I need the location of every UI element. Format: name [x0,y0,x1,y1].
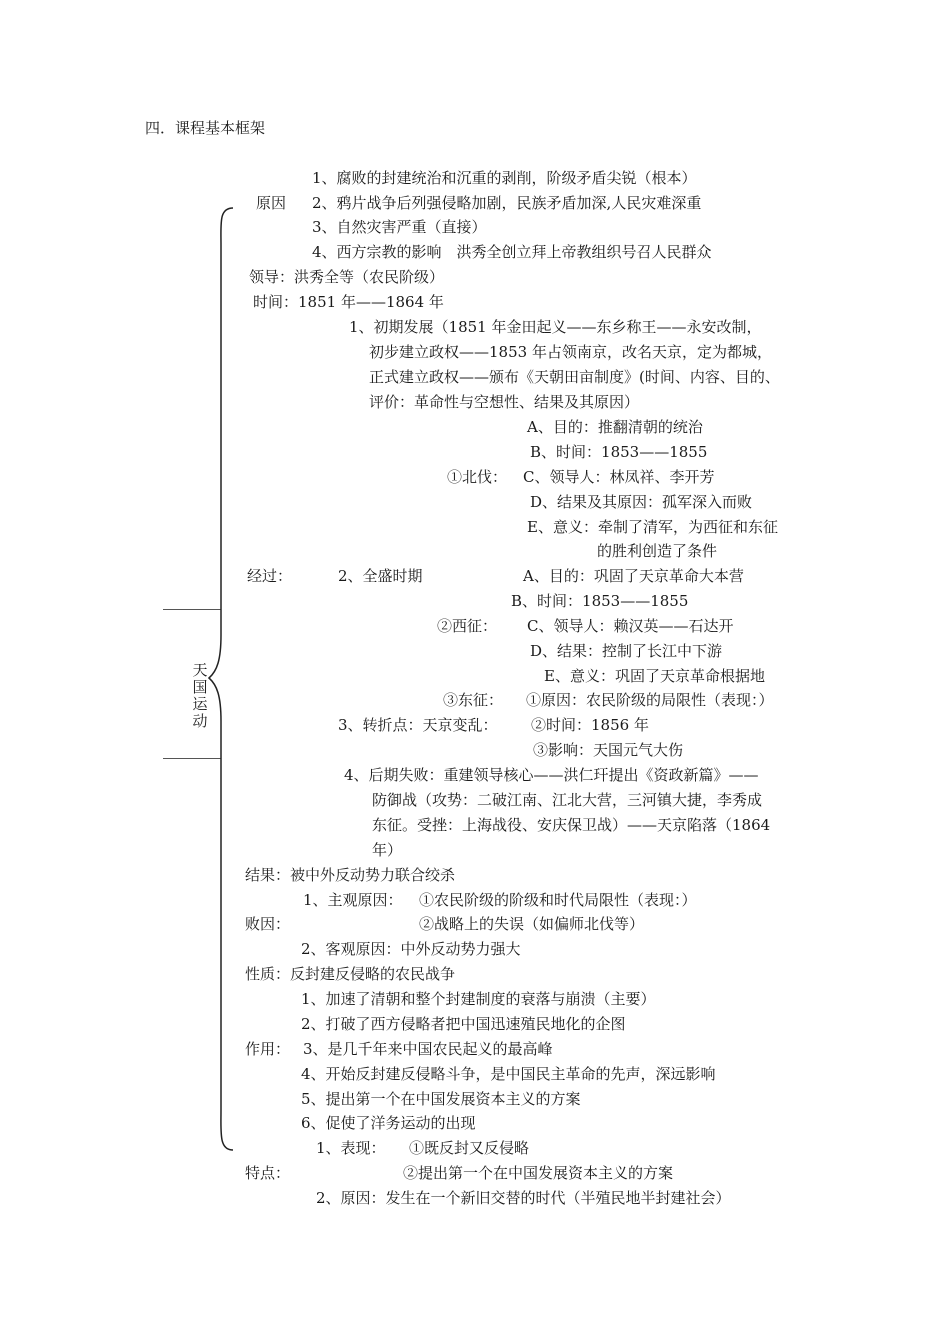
effect-label: 作用： [245,1040,291,1058]
west-b: B、时间：1853——1855 [511,592,689,610]
feature-reason: 2、原因：发生在一个新旧交替的时代（半殖民地半封建社会） [316,1189,731,1207]
west-e: E、意义：巩固了天京革命根据地 [544,667,765,685]
subjective-2: ②战略上的失误（如偏师北伐等） [419,915,645,933]
north-e: E、意义：牵制了清军，为西征和东征 [527,518,778,536]
early-2: 初步建立政权——1853 年占领南京，改名天京，定为都城， [369,343,772,361]
early-1: 1、初期发展（1851 年金田起义——东乡称王——永安改制， [349,318,762,336]
cause-1: 1、腐败的封建统治和沉重的剥削，阶级矛盾尖锐（根本） [312,169,697,187]
turning-time: ②时间：1856 年 [531,716,649,734]
objective-cause: 2、客观原因：中外反动势力强大 [301,940,521,958]
west-c: C、领导人：赖汉英——石达开 [527,617,734,635]
effect-4: 4、开始反封建反侵略斗争，是中国民主革命的先声，深远影响 [301,1065,716,1083]
failure-label: 败因： [245,915,291,933]
north-e-cont: 的胜利创造了条件 [597,542,718,560]
north-b: B、时间：1853——1855 [530,443,708,461]
late-3: 东征。受挫：上海战役、安庆保卫战）——天京陷落（1864 [372,816,771,834]
cause-3: 3、自然灾害严重（直接） [312,218,487,236]
feature-show-1: ①既反封又反侵略 [409,1139,530,1157]
time-line: 时间：1851 年——1864 年 [253,293,444,311]
effect-1: 1、加速了清朝和整个封建制度的衰落与崩溃（主要） [301,990,656,1008]
cause-2: 2、鸦片战争后列强侵略加剧，民族矛盾加深,人民灾难深重 [312,194,702,212]
north-a: A、目的：推翻清朝的统治 [527,418,703,436]
north-d: D、结果及其原因：孤军深入而败 [530,493,753,511]
result-line: 结果：被中外反动势力联合绞杀 [245,866,456,884]
early-4: 评价：革命性与空想性、结果及其原因） [369,393,640,411]
topic-title: 天国运动 [192,661,208,730]
process-label: 经过： [247,567,293,585]
west-label: ②西征： [437,617,498,635]
late-1: 4、后期失败：重建领导核心——洪仁玕提出《资政新篇》—— [344,766,759,784]
peak-period: 2、全盛时期 [338,567,423,585]
feature-show: 1、表现： [316,1139,386,1157]
turning-impact: ③影响：天国元气大伤 [533,741,684,759]
north-label: ①北伐： [447,468,508,486]
late-4: 年） [372,841,403,859]
cause-label: 原因 [256,194,287,212]
effect-3: 3、是几千年来中国农民起义的最高峰 [303,1040,553,1058]
west-a: A、目的：巩固了天京革命大本营 [523,567,744,585]
effect-2: 2、打破了西方侵略者把中国迅速殖民地化的企图 [301,1015,626,1033]
east-cause: ①原因：农民阶级的局限性（表现：） [526,691,774,709]
effect-6: 6、促使了洋务运动的出现 [301,1114,476,1132]
brace-icon [205,205,235,1155]
west-d: D、结果：控制了长江中下游 [530,642,723,660]
nature-line: 性质：反封建反侵略的农民战争 [245,965,456,983]
effect-5: 5、提出第一个在中国发展资本主义的方案 [301,1090,581,1108]
subjective-1: ①农民阶级的阶级和时代局限性（表现：） [419,891,697,909]
early-3: 正式建立政权——颁布《天朝田亩制度》(时间、内容、目的、 [369,368,780,386]
leader-line: 领导：洪秀全等（农民阶级） [249,268,445,286]
cause-4: 4、西方宗教的影响 洪秀全创立拜上帝教组织号召人民群众 [312,243,712,261]
turning-point: 3、转折点：天京变乱： [338,716,498,734]
subjective-cause: 1、主观原因： [303,891,403,909]
late-2: 防御战（攻势：二破江南、江北大营，三河镇大捷，李秀成 [372,791,763,809]
feature-label: 特点： [245,1164,291,1182]
north-c: C、领导人：林凤祥、李开芳 [523,468,715,486]
section-heading: 四．课程基本框架 [145,119,266,137]
feature-show-2: ②提出第一个在中国发展资本主义的方案 [403,1164,674,1182]
east-label: ③东征： [443,691,504,709]
